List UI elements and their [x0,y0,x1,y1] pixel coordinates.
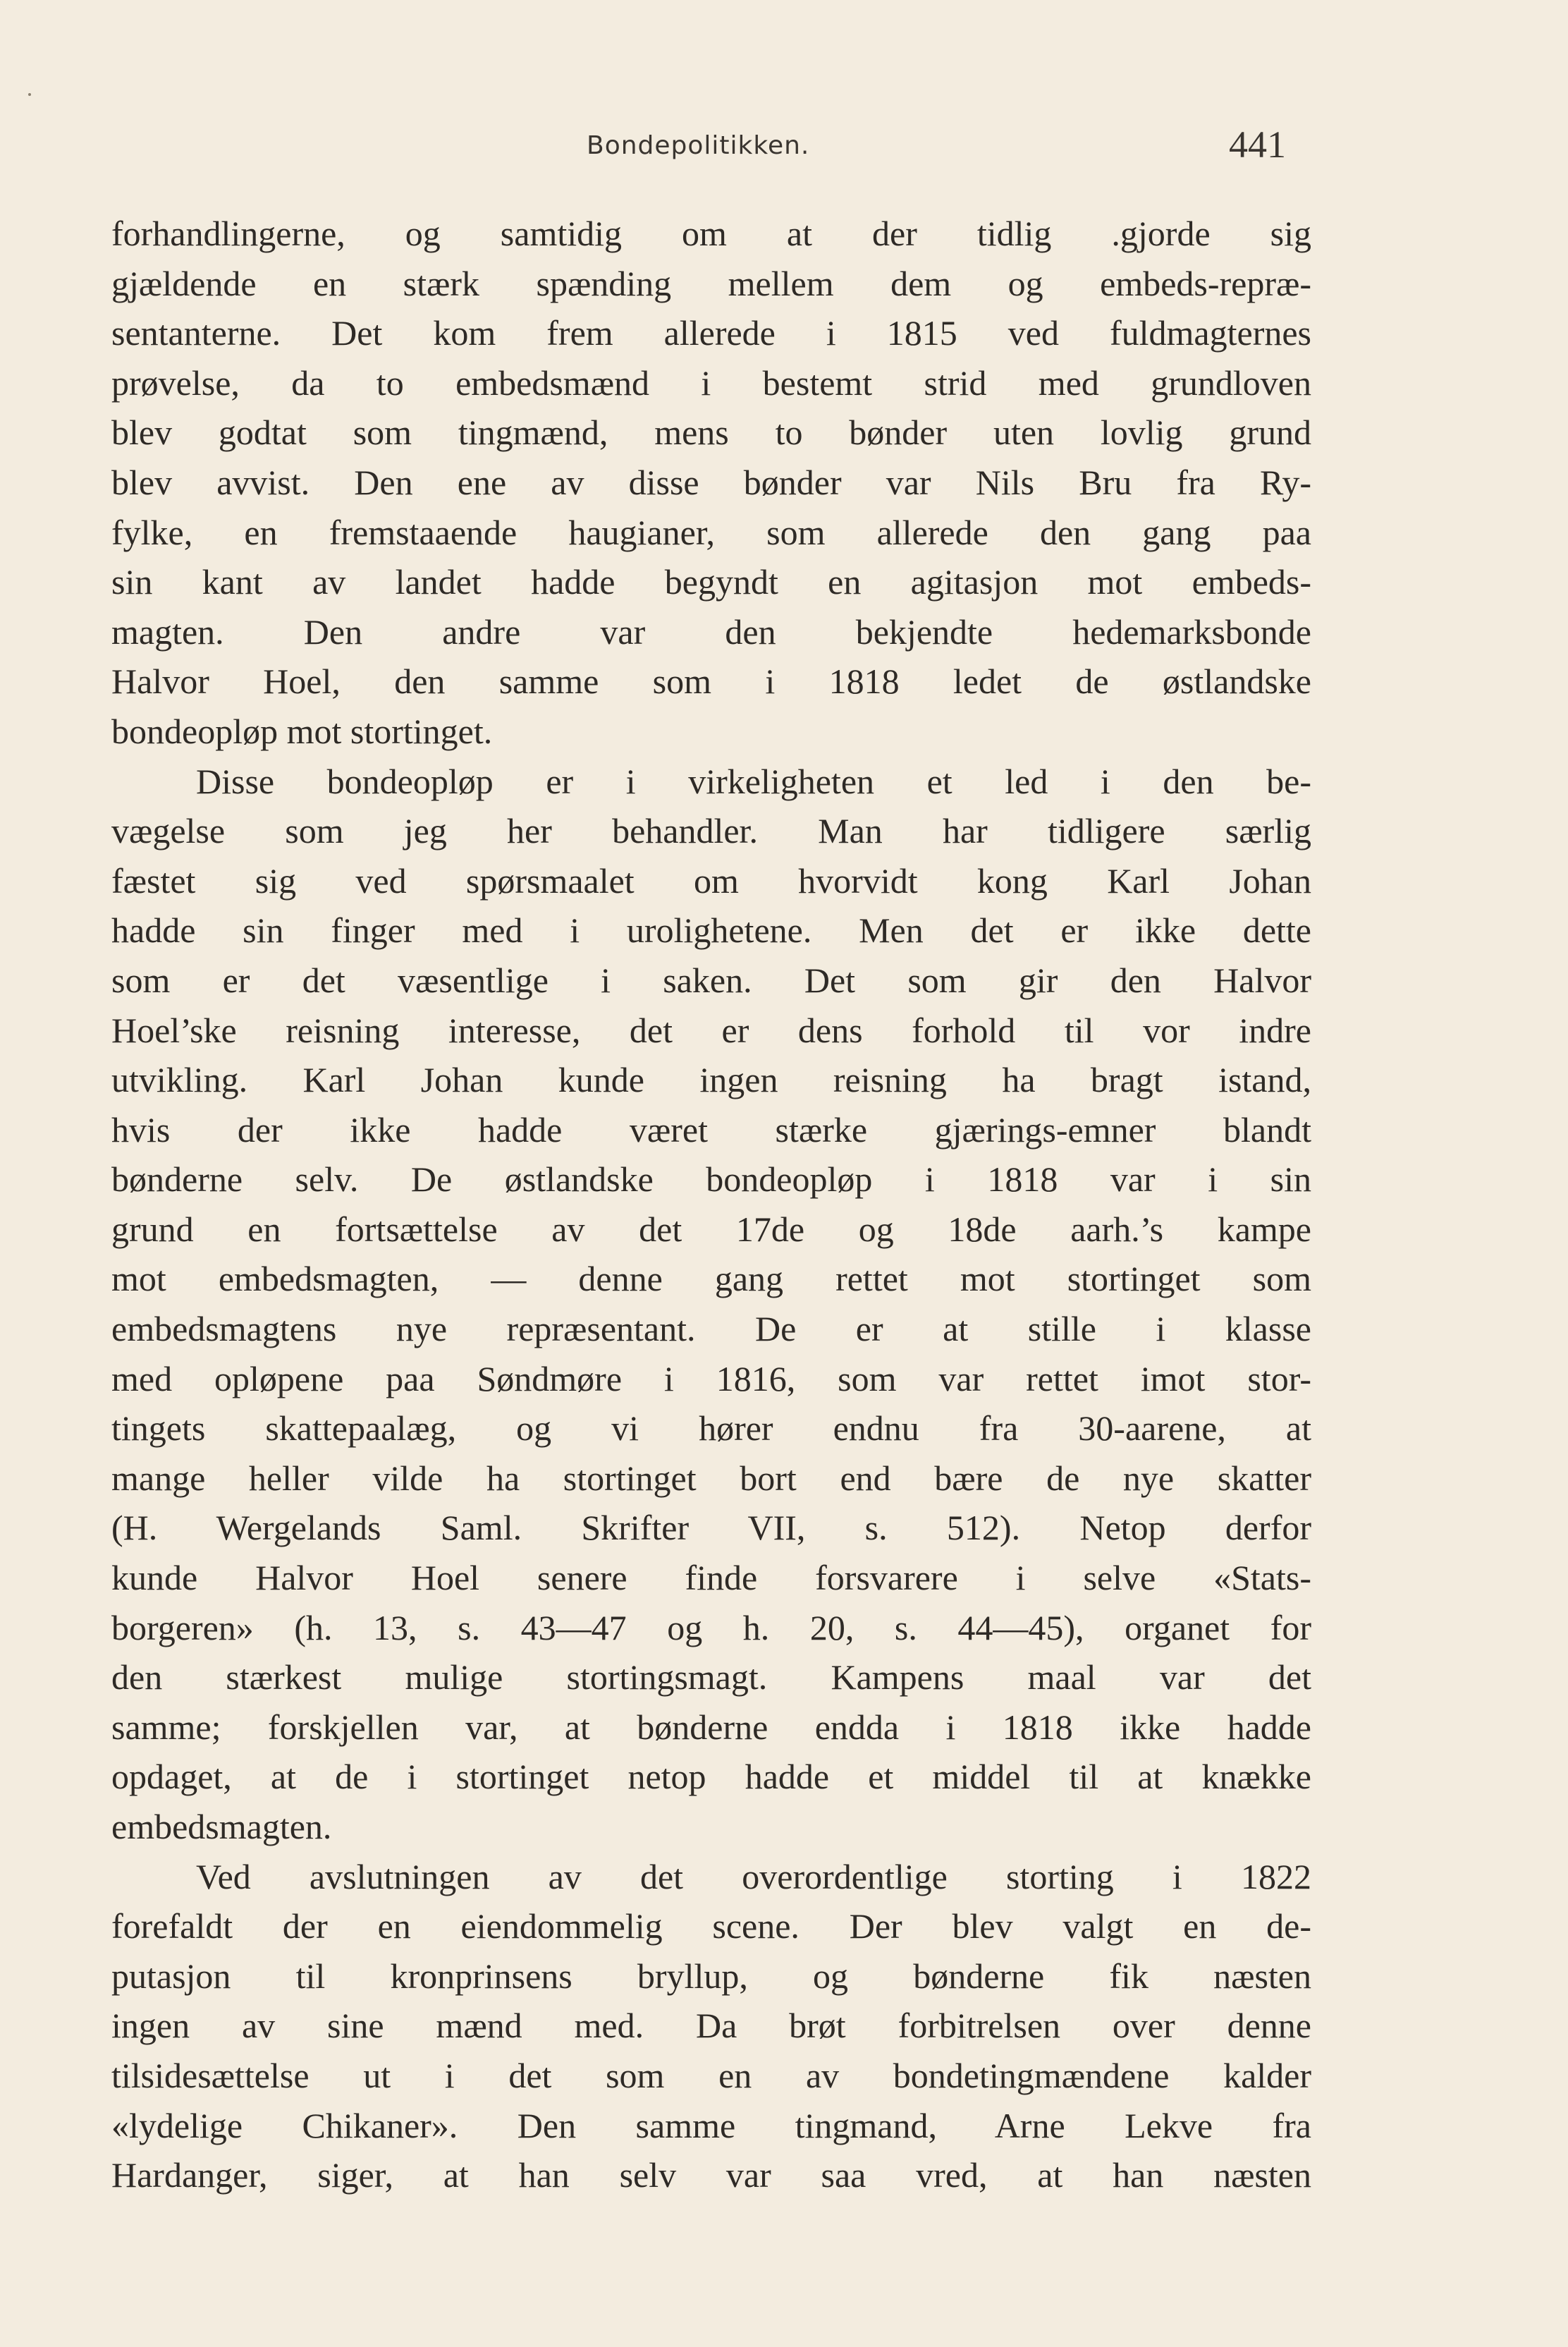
text-line: magten. Den andre var den bekjendte hedemarksbonde [111,611,1311,652]
text-line: Hoel’ske reisning interesse, det er dens forhold til vor indre [111,1010,1311,1050]
text-line: fæstet sig ved spørsmaalet om hvorvidt kong Karl Johan [111,860,1311,901]
text-line: hvis der ikke hadde været stærke gjærings-emner blandt [111,1109,1311,1150]
text-line: hadde sin finger med i urolighetene. Men det er ikke dette [111,910,1311,951]
text-line: tingets skattepaalæg, og vi hører endnu fra 30-aarene, at [111,1408,1311,1449]
text-line: opdaget, at de i stortinget netop hadde et middel til at knække [111,1757,1311,1797]
text-line: blev avvist. Den ene av disse bønder var Nils Bru fra Ry- [111,462,1311,502]
text-line: Disse bondeopløp er i virkeligheten et led i den be- [196,761,1311,801]
text-line: sentanterne. Det kom frem allerede i 1815 ved fuldmagternes [111,313,1311,353]
text-line: Halvor Hoel, den samme som i 1818 ledet de østlandske [111,662,1311,702]
text-line: bondeopløp mot stortinget. [111,711,493,751]
text-line: som er det væsentlige i saken. Det som gir den Halvor [111,960,1311,1000]
text-line: gjældende en stærk spænding mellem dem og embeds-repræ- [111,263,1311,303]
text-line: samme; forskjellen var, at bønderne endda i 1818 ikke hadde [111,1707,1311,1747]
body-text [111,209,1311,2200]
text-line: mange heller vilde ha stortinget bort end bære de nye skatter [111,1458,1311,1498]
text-line: grund en fortsættelse av det 17de og 18de aarh.’s kampe [111,1209,1311,1249]
paper-speck [28,93,31,96]
text-line: (H. Wergelands Saml. Skrifter VII, s. 512). Netop derfor [111,1508,1311,1548]
text-line: med opløpene paa Søndmøre i 1816, som var rettet imot stor- [111,1358,1311,1398]
text-line: embedsmagten. [111,1807,332,1846]
text-line: ingen av sine mænd med. Da brøt forbitrelsen over denne [111,2006,1311,2046]
text-line: Ved avslutningen av det overordentlige storting i 1822 [196,1856,1311,1896]
text-line: utvikling. Karl Johan kunde ingen reisning ha bragt istand, [111,1060,1311,1100]
page-number: 441 [1229,123,1286,166]
text-line: kunde Halvor Hoel senere finde forsvarere i selve «Stats- [111,1558,1311,1598]
text-line: tilsidesættelse ut i det som en av bondetingmændene kalder [111,2055,1311,2095]
text-line: «lydelige Chikaner». Den samme tingmand, Arne Lekve fra [111,2105,1311,2145]
page-header [113,118,1311,175]
text-line: forefaldt der en eiendommelig scene. Der blev valgt en de- [111,1906,1311,1946]
text-line: fylke, en fremstaaende haugianer, som allerede den gang paa [111,512,1311,552]
text-line: mot embedsmagten, — denne gang rettet mot stortinget som [111,1259,1311,1299]
text-line: den stærkest mulige stortingsmagt. Kampens maal var det [111,1657,1311,1697]
text-line: Hardanger, siger, at han selv var saa vred, at han næsten [111,2155,1311,2195]
text-line: putasjon til kronprinsens bryllup, og bønderne fik næsten [111,1956,1311,1996]
text-line: borgeren» (h. 13, s. 43—47 og h. 20, s. 44—45), organet for [111,1607,1311,1647]
text-line: vægelse som jeg her behandler. Man har tidligere særlig [111,811,1311,851]
text-line: blev godtat som tingmænd, mens to bønder uten lovlig grund [111,413,1311,453]
text-line: forhandlingerne, og samtidig om at der tidlig .gjorde sig [111,214,1311,253]
text-line: embedsmagtens nye repræsentant. De er at stille i klasse [111,1309,1311,1349]
text-line: bønderne selv. De østlandske bondeopløp i 1818 var i sin [111,1159,1311,1200]
running-head: Bondepolitikken. [587,131,810,160]
text-line: prøvelse, da to embedsmænd i bestemt strid med grundloven [111,362,1311,403]
text-line: sin kant av landet hadde begyndt en agitasjon mot embeds- [111,562,1311,602]
